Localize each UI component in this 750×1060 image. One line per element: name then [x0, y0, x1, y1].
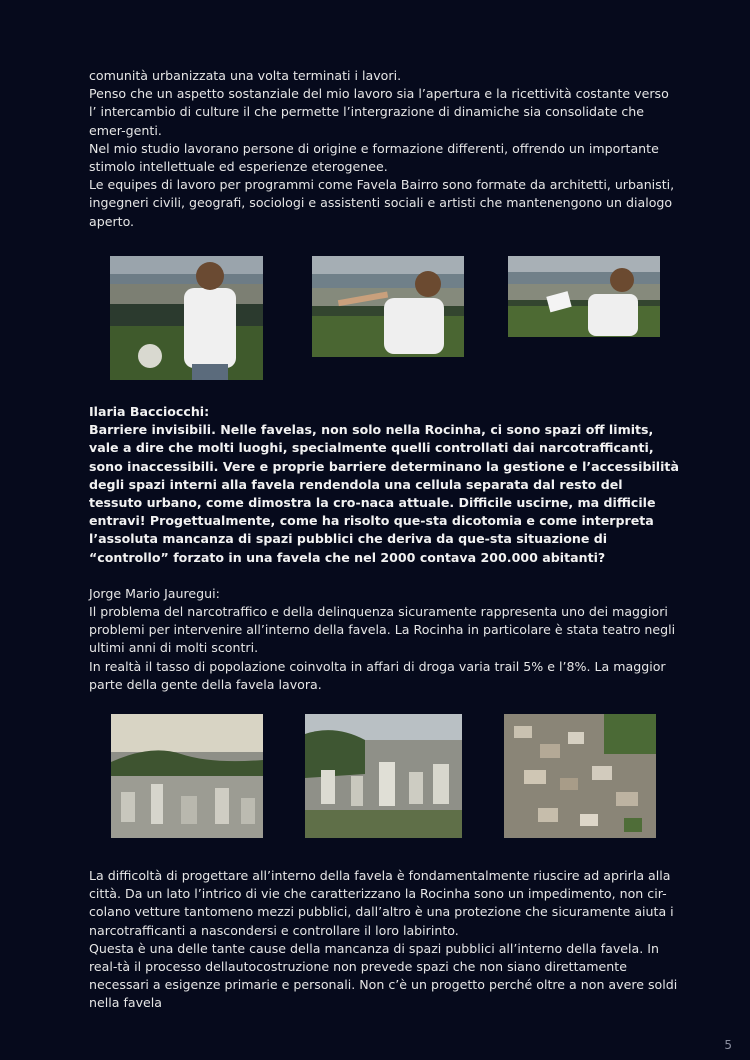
photo-architect-3 [508, 256, 660, 337]
photo-city-aerial [305, 714, 462, 838]
page-number: 5 [724, 1038, 732, 1052]
closing-text [89, 867, 679, 1013]
intro-paragraph: Nel mio studio lavorano persone di origine e formazione differenti, offrendo un importante stimolo intellettuale ed esperienze eterogenee. [89, 140, 659, 175]
closing-paragraph: La difficoltà di progettare all’interno della favela è fondamentalmente riuscire ad aprirla alla città. Da un lato l’intrico di vie che caratterizzano la Rocinha sono un impedimento, non cir-colano vetture tantomeno mezzi pubblici, dall’altro è una protezione che sicuramente aiuta i narcotrafficanti a nascondersi e controllare il loro labirinto. [89, 868, 674, 938]
interviewee-name: Jorge Mario Jauregui: [89, 585, 220, 601]
photo-architect-2 [312, 256, 464, 357]
intro-paragraph: Le equipes di lavoro per programmi come Favela Bairro sono formate da architetti, urbanisti, ingegneri civili, geografi, sociologi e assistenti sociali e artisti che mantenengono un dialogo aperto. [89, 177, 675, 229]
interview-text [89, 403, 679, 694]
interview-answer: In realtà il tasso di popolazione coinvolta in affari di droga varia trail 5% e l’8%. La maggior parte della gente della favela lavora. [89, 658, 666, 692]
closing-paragraph: Questa è una delle tante cause della mancanza di spazi pubblici all’interno della favela. In real-tà il processo dellautocostruzione non prevede spazi che non siano direttamente necessari a esigenze primarie e personali. Non c’è un progetto perché oltre a non avere soldi nella favela [89, 940, 678, 1011]
intro-paragraph: Penso che un aspetto sostanziale del mio lavoro sia l’apertura e la ricettività costante verso l’ intercambio di culture il che permette l’intergrazione di dinamiche sia consolidate che emer-genti. [89, 86, 669, 138]
intro-paragraph: comunità urbanizzata una volta terminati i lavori. [89, 68, 402, 83]
photo-favela [504, 714, 656, 838]
interview-answer: Il problema del narcotraffico e della delinquenza sicuramente rappresenta uno dei maggiori problemi per intervenire all’interno della favela. La Rocinha in particolare è stata teatro negli ultimi anni di molti scontri. [89, 604, 676, 656]
intro-text [89, 67, 679, 231]
interviewer-name: Ilaria Bacciocchi: [89, 404, 210, 419]
photo-architect-1 [110, 256, 263, 380]
photo-city-view [111, 714, 263, 838]
interview-question: Barriere invisibili. Nelle favelas, non solo nella Rocinha, ci sono spazi off limits, vale a dire che molti luoghi, specialmente quelli controllati dai narcotrafficanti, sono inaccessibili. Vere e proprie barriere determinano la gestione e l’accessibilità degli spazi interni alla favela rendendola una cellula separata dal resto del tessuto urbano, come dimostra la cro-naca attuale. Difficile uscirne, ma difficile entravi! Progettualmente, come ha risolto que-sta dicotomia e come interpreta l’assoluta mancanza di spazi pubblici che deriva da que-sta situazione di “controllo” forzato in una favela che nel 2000 contava 200.000 abitanti? [89, 422, 679, 565]
